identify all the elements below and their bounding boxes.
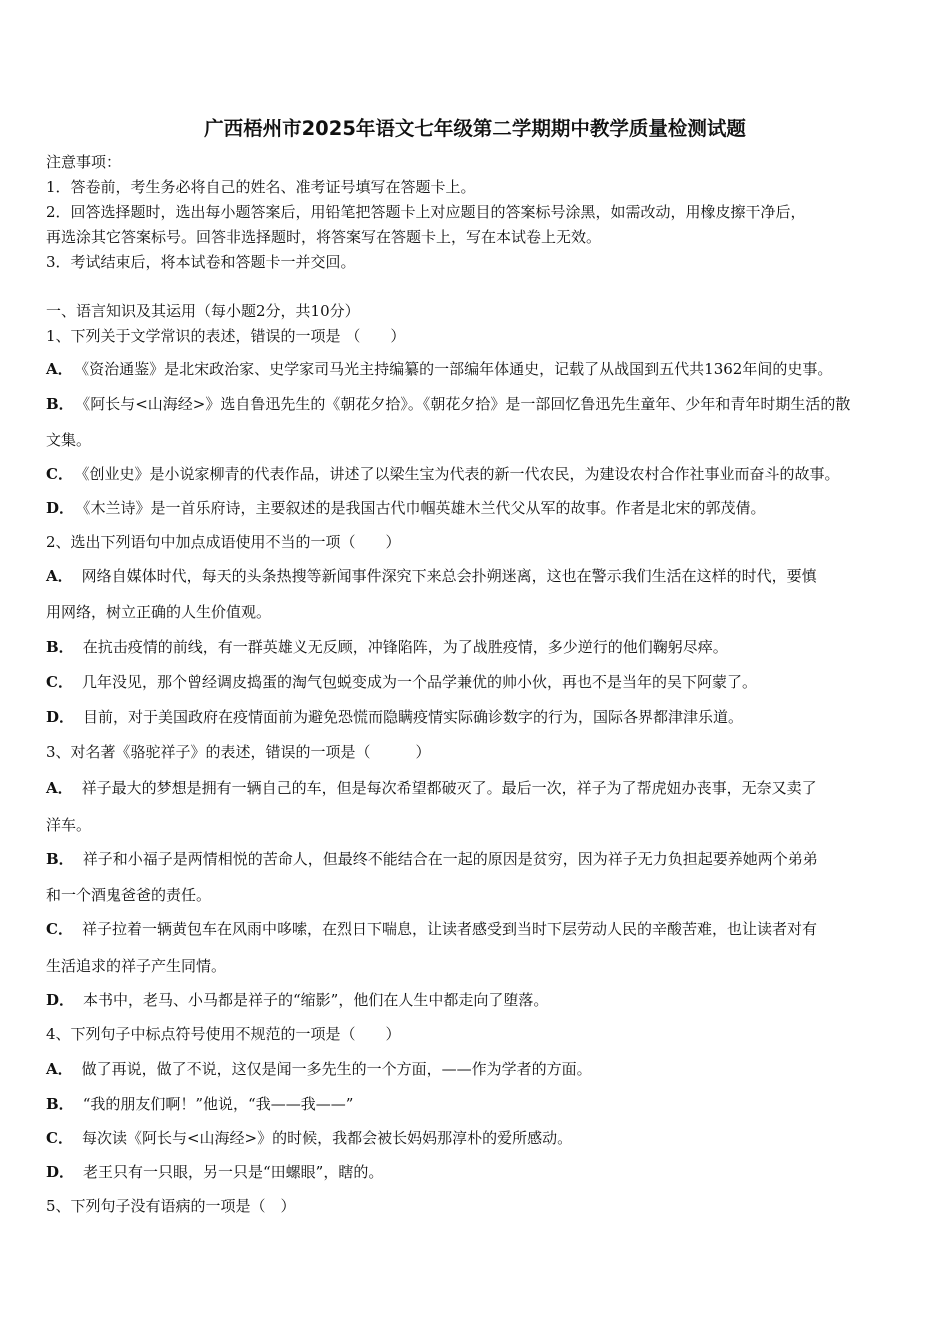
option-d [46,990,548,1010]
option-continuation: 生活追求的祥子产生同情。 [46,957,227,975]
option-text: 祥子最大的梦想是拥有一辆自己的车，但是每次希望都破灭了。最后一次，祥子为了帮虎妞办丧事，无奈又卖了 [81,779,817,797]
option-a [46,778,817,798]
option-text: 在抗击疫情的前线，有一群英雄义无反顾，冲锋陷阵，为了战胜疫情，多少逆行的他们鞠躬尽瘁。 [82,638,728,656]
option-text: 老王只有一只眼，另一只是“田螺眼”，瞎的。 [83,1163,384,1181]
option-b [46,637,728,657]
option-a [46,359,832,379]
option-label: A． [46,779,73,797]
option-continuation: 和一个酒鬼爸爸的责任。 [46,886,212,904]
option-text: 每次读《阿长与<山海经>》的时候，我都会被长妈妈那淳朴的爱所感动。 [81,1129,573,1147]
question-stem: 4、下列句子中标点符号使用不规范的一项是（ ） [46,1025,401,1043]
question-stem: 5、下列句子没有语病的一项是（ ） [46,1197,296,1215]
notice-item: 3．考试结束后，将本试卷和答题卡一并交回。 [46,253,356,271]
option-text: 《阿长与<山海经>》选自鲁迅先生的《朝花夕拾》。《朝花夕拾》是一部回忆鲁迅先生童年、少年和青年时期生活的散 [82,395,851,413]
option-c [46,672,757,692]
option-text: 祥子和小福子是两情相悦的苦命人，但最终不能结合在一起的原因是贫穷，因为祥子无力负担起要养她两个弟弟 [82,850,818,868]
question-stem: 1、下列关于文学常识的表述，错误的一项是 （ ） [46,327,406,345]
option-label: C． [46,1129,73,1147]
option-label: D． [46,708,75,726]
option-c [46,464,839,484]
option-b [46,1094,353,1114]
section-heading: 一、语言知识及其运用（每小题2分，共10分） [46,302,360,320]
option-text: 《木兰诗》是一首乐府诗，主要叙述的是我国古代巾帼英雄木兰代父从军的故事。作者是北宋的郭茂倩。 [83,499,766,517]
notice-item: 1．答卷前，考生务必将自己的姓名、准考证号填写在答题卡上。 [46,178,476,196]
option-c [46,1128,572,1148]
option-label: B． [46,1095,74,1113]
option-text: 《创业史》是小说家柳青的代表作品，讲述了以梁生宝为代表的新一代农民，为建设农村合作社事业而奋斗的故事。 [81,465,840,483]
option-label: D． [46,499,75,517]
option-text: 本书中，老马、小马都是祥子的“缩影”，他们在人生中都走向了堕落。 [83,991,549,1009]
option-text: 网络自媒体时代，每天的头条热搜等新闻事件深究下来总会扑朔迷离，这也在警示我们生活在这样的时代，要慎 [81,567,817,585]
option-label: B． [46,395,74,413]
option-label: A． [46,1060,73,1078]
option-text: 《资治通鉴》是北宋政治家、史学家司马光主持编纂的一部编年体通史，记载了从战国到五代共1362年间的史事。 [81,360,833,378]
option-a [46,1059,592,1079]
option-label: A． [46,360,73,378]
option-b [46,394,850,414]
option-label: C． [46,920,73,938]
option-label: D． [46,1163,75,1181]
notice-item: 再选涂其它答案标号。回答非选择题时，将答案写在答题卡上，写在本试卷上无效。 [46,228,602,246]
option-text: “我的朋友们啊！”他说，“我——我——” [82,1095,354,1113]
option-text: 目前，对于美国政府在疫情面前为避免恐慌而隐瞒疫情实际确诊数字的行为，国际各界都津津乐道。 [83,708,744,726]
option-d [46,707,743,727]
option-continuation: 洋车。 [46,816,92,834]
question-stem: 3、对名著《骆驼祥子》的表述，错误的一项是（ ） [46,743,431,761]
option-label: A． [46,567,73,585]
option-b [46,849,818,869]
option-continuation: 文集。 [46,431,92,449]
question-stem: 2、选出下列语句中加点成语使用不当的一项（ ） [46,533,401,551]
page-title: 广西梧州市2025年语文七年级第二学期期中教学质量检测试题 [204,117,746,140]
option-label: B． [46,638,74,656]
option-continuation: 用网络，树立正确的人生价值观。 [46,603,272,621]
option-text: 做了再说，做了不说，这仅是闻一多先生的一个方面，——作为学者的方面。 [81,1060,592,1078]
option-text: 祥子拉着一辆黄包车在风雨中哆嗦，在烈日下喘息，让读者感受到当时下层劳动人民的辛酸苦难，也让读者对有 [81,920,817,938]
option-text: 几年没见，那个曾经调皮捣蛋的淘气包蜕变成为一个品学兼优的帅小伙，再也不是当年的吴下阿蒙了。 [81,673,757,691]
option-label: B． [46,850,74,868]
option-d [46,1162,383,1182]
option-d [46,498,766,518]
notice-heading: 注意事项： [46,153,122,171]
option-label: C． [46,465,73,483]
option-label: D． [46,991,75,1009]
option-a [46,566,817,586]
option-c [46,919,817,939]
notice-item: 2．回答选择题时，选出每小题答案后，用铅笔把答题卡上对应题目的答案标号涂黑，如需改动，用橡皮擦干净后， [46,203,806,221]
option-label: C． [46,673,73,691]
